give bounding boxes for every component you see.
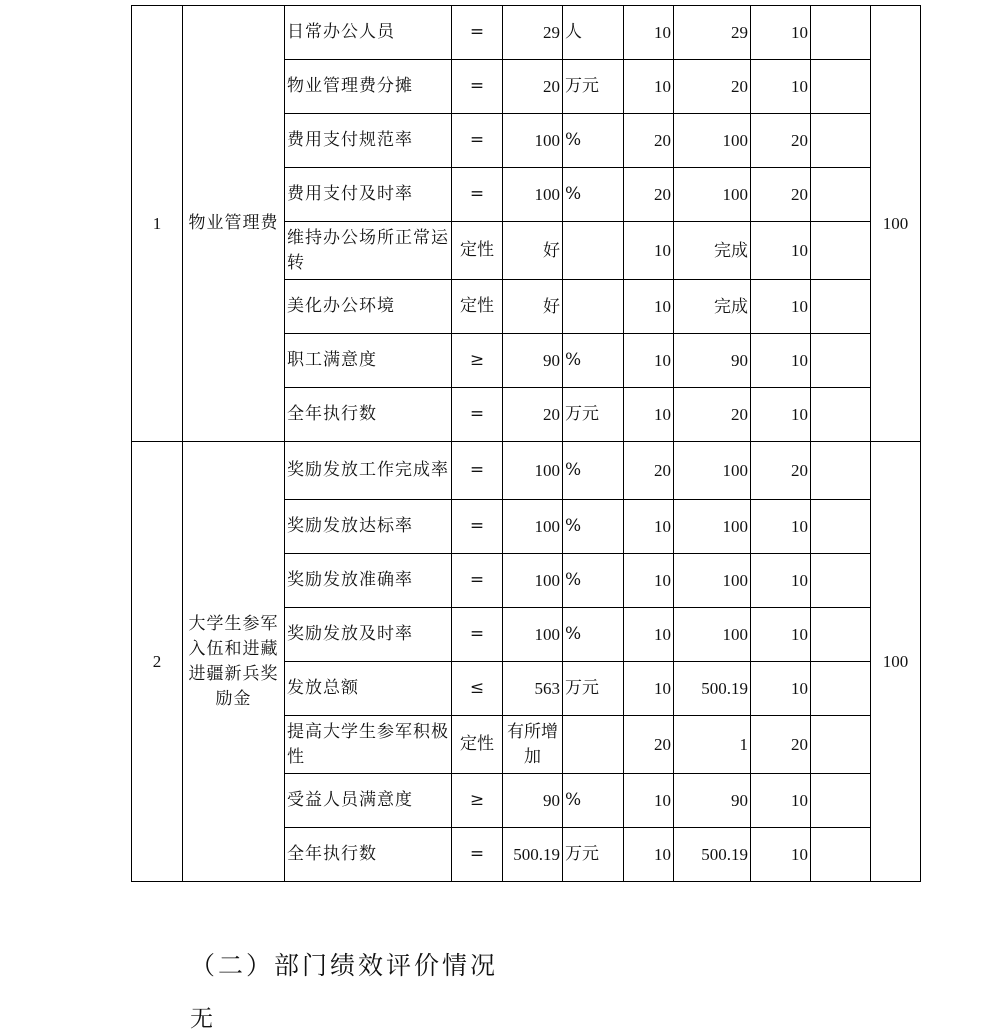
target-unit: % xyxy=(563,114,624,168)
indicator-operator: = xyxy=(452,388,503,442)
score-value: 10 xyxy=(751,60,811,114)
remark-cell xyxy=(811,774,871,828)
indicator-name: 职工满意度 xyxy=(285,334,452,388)
weight-value: 10 xyxy=(624,60,674,114)
weight-value: 10 xyxy=(624,388,674,442)
target-unit: % xyxy=(563,500,624,554)
indicator-name: 全年执行数 xyxy=(285,388,452,442)
indicator-operator: 定性 xyxy=(452,222,503,280)
indicator-operator: ≥ xyxy=(452,334,503,388)
indicator-name: 受益人员满意度 xyxy=(285,774,452,828)
indicator-operator: = xyxy=(452,60,503,114)
remark-cell xyxy=(811,6,871,60)
target-value: 20 xyxy=(503,388,563,442)
actual-value: 完成 xyxy=(674,222,751,280)
remark-cell xyxy=(811,114,871,168)
score-value: 20 xyxy=(751,168,811,222)
indicator-name: 全年执行数 xyxy=(285,828,452,882)
score-value: 10 xyxy=(751,828,811,882)
indicator-name: 费用支付及时率 xyxy=(285,168,452,222)
weight-value: 10 xyxy=(624,608,674,662)
score-value: 20 xyxy=(751,114,811,168)
indicator-name: 发放总额 xyxy=(285,662,452,716)
indicator-name: 费用支付规范率 xyxy=(285,114,452,168)
section-heading: （二）部门绩效评价情况 xyxy=(190,951,499,980)
weight-value: 10 xyxy=(624,554,674,608)
target-value: 好 xyxy=(503,280,563,334)
target-unit xyxy=(563,222,624,280)
target-value: 100 xyxy=(503,168,563,222)
table-row xyxy=(132,6,921,60)
indicator-operator: = xyxy=(452,608,503,662)
score-value: 20 xyxy=(751,442,811,500)
remark-cell xyxy=(811,828,871,882)
actual-value: 100 xyxy=(674,168,751,222)
actual-value: 100 xyxy=(674,114,751,168)
target-value: 100 xyxy=(503,554,563,608)
weight-value: 10 xyxy=(624,6,674,60)
score-value: 10 xyxy=(751,388,811,442)
remark-cell xyxy=(811,280,871,334)
weight-value: 20 xyxy=(624,168,674,222)
remark-cell xyxy=(811,222,871,280)
actual-value: 20 xyxy=(674,60,751,114)
weight-value: 10 xyxy=(624,500,674,554)
target-unit: % xyxy=(563,774,624,828)
weight-value: 20 xyxy=(624,716,674,774)
indicator-name: 日常办公人员 xyxy=(285,6,452,60)
score-value: 10 xyxy=(751,554,811,608)
target-unit: % xyxy=(563,442,624,500)
target-value: 563 xyxy=(503,662,563,716)
weight-value: 10 xyxy=(624,662,674,716)
actual-value: 完成 xyxy=(674,280,751,334)
remark-cell xyxy=(811,60,871,114)
target-value: 20 xyxy=(503,60,563,114)
indicator-operator: ≤ xyxy=(452,662,503,716)
score-value: 10 xyxy=(751,608,811,662)
target-unit: 万元 xyxy=(563,828,624,882)
score-value: 10 xyxy=(751,222,811,280)
indicator-name: 奖励发放达标率 xyxy=(285,500,452,554)
target-unit: % xyxy=(563,554,624,608)
score-value: 20 xyxy=(751,716,811,774)
remark-cell xyxy=(811,662,871,716)
score-value: 10 xyxy=(751,6,811,60)
remark-cell xyxy=(811,388,871,442)
actual-value: 500.19 xyxy=(674,828,751,882)
score-value: 10 xyxy=(751,334,811,388)
project-total-score: 100 xyxy=(871,6,921,442)
indicator-name: 美化办公环境 xyxy=(285,280,452,334)
indicator-operator: = xyxy=(452,442,503,500)
target-unit: 人 xyxy=(563,6,624,60)
indicator-operator: = xyxy=(452,828,503,882)
actual-value: 90 xyxy=(674,334,751,388)
target-unit: 万元 xyxy=(563,388,624,442)
project-total-score: 100 xyxy=(871,442,921,882)
actual-value: 90 xyxy=(674,774,751,828)
actual-value: 100 xyxy=(674,500,751,554)
weight-value: 20 xyxy=(624,114,674,168)
remark-cell xyxy=(811,608,871,662)
indicator-name: 奖励发放工作完成率 xyxy=(285,442,452,500)
weight-value: 20 xyxy=(624,442,674,500)
target-unit: % xyxy=(563,334,624,388)
weight-value: 10 xyxy=(624,222,674,280)
indicator-name: 奖励发放及时率 xyxy=(285,608,452,662)
indicator-operator: 定性 xyxy=(452,280,503,334)
target-unit: 万元 xyxy=(563,60,624,114)
weight-value: 10 xyxy=(624,334,674,388)
indicator-name: 物业管理费分摊 xyxy=(285,60,452,114)
actual-value: 100 xyxy=(674,554,751,608)
target-value: 100 xyxy=(503,500,563,554)
performance-table xyxy=(131,5,921,882)
score-value: 10 xyxy=(751,280,811,334)
target-value: 好 xyxy=(503,222,563,280)
indicator-operator: ≥ xyxy=(452,774,503,828)
target-value: 90 xyxy=(503,774,563,828)
actual-value: 29 xyxy=(674,6,751,60)
actual-value: 100 xyxy=(674,442,751,500)
remark-cell xyxy=(811,442,871,500)
target-value: 29 xyxy=(503,6,563,60)
target-value: 90 xyxy=(503,334,563,388)
weight-value: 10 xyxy=(624,774,674,828)
project-index: 1 xyxy=(132,6,183,442)
target-unit: 万元 xyxy=(563,662,624,716)
indicator-name: 提高大学生参军积极性 xyxy=(285,716,452,774)
indicator-operator: = xyxy=(452,500,503,554)
target-unit: % xyxy=(563,168,624,222)
target-unit xyxy=(563,280,624,334)
actual-value: 1 xyxy=(674,716,751,774)
actual-value: 20 xyxy=(674,388,751,442)
target-value: 100 xyxy=(503,442,563,500)
target-unit xyxy=(563,716,624,774)
score-value: 10 xyxy=(751,500,811,554)
indicator-operator: = xyxy=(452,6,503,60)
remark-cell xyxy=(811,334,871,388)
indicator-name: 维持办公场所正常运转 xyxy=(285,222,452,280)
indicator-operator: = xyxy=(452,168,503,222)
target-value: 500.19 xyxy=(503,828,563,882)
project-index: 2 xyxy=(132,442,183,882)
table-row xyxy=(132,442,921,500)
project-name: 大学生参军入伍和进藏进疆新兵奖励金 xyxy=(183,442,285,882)
remark-cell xyxy=(811,168,871,222)
indicator-name: 奖励发放准确率 xyxy=(285,554,452,608)
remark-cell xyxy=(811,554,871,608)
project-name: 物业管理费 xyxy=(183,6,285,442)
indicator-operator: = xyxy=(452,114,503,168)
section-body-text: 无 xyxy=(190,1006,213,1032)
actual-value: 100 xyxy=(674,608,751,662)
target-value: 100 xyxy=(503,608,563,662)
indicator-operator: = xyxy=(452,554,503,608)
score-value: 10 xyxy=(751,662,811,716)
remark-cell xyxy=(811,500,871,554)
target-value: 100 xyxy=(503,114,563,168)
indicator-operator: 定性 xyxy=(452,716,503,774)
weight-value: 10 xyxy=(624,280,674,334)
target-value: 有所增加 xyxy=(503,716,563,774)
target-unit: % xyxy=(563,608,624,662)
weight-value: 10 xyxy=(624,828,674,882)
actual-value: 500.19 xyxy=(674,662,751,716)
score-value: 10 xyxy=(751,774,811,828)
remark-cell xyxy=(811,716,871,774)
